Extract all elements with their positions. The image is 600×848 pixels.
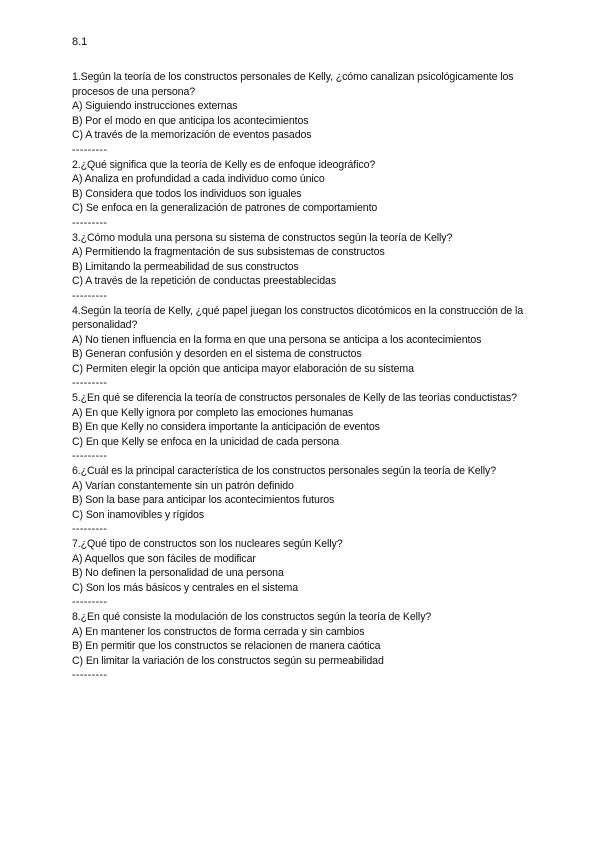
question-text: 4.Según la teoría de Kelly, ¿qué papel juegan los constructos dicotómicos en la construcción de la personalidad?	[72, 304, 524, 332]
question-text: 7.¿Qué tipo de constructos son los nucleares según Kelly?	[72, 538, 343, 550]
question-block	[72, 304, 542, 392]
option-a: A) En que Kelly ignora por completo las emociones humanas	[72, 406, 354, 419]
separator: ---------	[72, 523, 108, 536]
option-a: A) Varían constantemente sin un patrón definido	[72, 479, 294, 492]
question-block	[72, 391, 542, 464]
option-a: A) No tienen influencia en la forma en que una persona se anticipa a los acontecimientos	[72, 333, 482, 346]
question-text: 8.¿En qué consiste la modulación de los constructos según la teoría de Kelly?	[72, 610, 432, 623]
page-heading: 8.1	[72, 36, 88, 48]
separator: ---------	[72, 377, 108, 390]
option-c: C) En que Kelly se enfoca en la unicidad de cada persona	[72, 435, 340, 448]
separator: ---------	[72, 289, 108, 302]
option-b: B) Son la base para anticipar los acontecimientos futuros	[72, 494, 335, 507]
question-block	[72, 231, 542, 304]
question-text: 6.¿Cuál es la principal característica de los constructos personales según la teoría de Kelly?	[72, 465, 496, 478]
separator: ---------	[72, 450, 108, 463]
question-block	[72, 464, 542, 537]
separator: ---------	[72, 216, 108, 229]
separator: ---------	[72, 143, 108, 156]
question-block	[72, 537, 542, 610]
option-c: C) A través de la repetición de conductas preestablecidas	[72, 275, 337, 288]
option-b: B) Por el modo en que anticipa los acontecimientos	[72, 114, 309, 127]
option-c: C) Son inamovibles y rígidos	[72, 508, 205, 521]
option-c: C) En limitar la variación de los constructos según su permeabilidad	[72, 654, 384, 667]
option-a: A) Analiza en profundidad a cada individuo como único	[72, 173, 325, 186]
question-block	[72, 610, 542, 683]
option-a: A) Siguiendo instrucciones externas	[72, 100, 238, 113]
question-text: 2.¿Qué significa que la teoría de Kelly es de enfoque ideográfico?	[72, 158, 376, 171]
option-c: C) Se enfoca en la generalización de patrones de comportamiento	[72, 202, 378, 215]
option-a: A) Aquellos que son fáciles de modificar	[72, 552, 256, 565]
separator: ---------	[72, 596, 108, 609]
option-b: B) En que Kelly no considera importante la anticipación de eventos	[72, 421, 380, 434]
question-text: 5.¿En qué se diferencia la teoría de constructos personales de Kelly de las teorías conductistas?	[72, 392, 517, 405]
option-c: C) A través de la memorización de eventos pasados	[72, 129, 312, 142]
option-b: B) En permitir que los constructos se relacionen de manera caótica	[72, 640, 381, 653]
question-text: 3.¿Cómo modula una persona su sistema de constructos según la teoría de Kelly?	[72, 231, 453, 244]
question-text: 1.Según la teoría de los constructos personales de Kelly, ¿cómo canalizan psicológicamente los procesos de una persona?	[72, 71, 514, 98]
option-c: C) Son los más básicos y centrales en el sistema	[72, 581, 299, 594]
question-block	[72, 70, 542, 158]
separator: ---------	[72, 669, 108, 682]
option-c: C) Permiten elegir la opción que anticipa mayor elaboración de su sistema	[72, 362, 414, 375]
option-a: A) Permitiendo la fragmentación de sus subsistemas de constructos	[72, 246, 385, 259]
option-b: B) Considera que todos los individuos son iguales	[72, 187, 302, 200]
option-b: B) No definen la personalidad de una persona	[72, 567, 284, 580]
option-a: A) En mantener los constructos de forma cerrada y sin cambios	[72, 625, 365, 638]
option-b: B) Limitando la permeabilidad de sus constructos	[72, 260, 299, 273]
question-block	[72, 158, 542, 231]
option-b: B) Generan confusión y desorden en el sistema de constructos	[72, 348, 362, 361]
question-list	[72, 70, 542, 683]
